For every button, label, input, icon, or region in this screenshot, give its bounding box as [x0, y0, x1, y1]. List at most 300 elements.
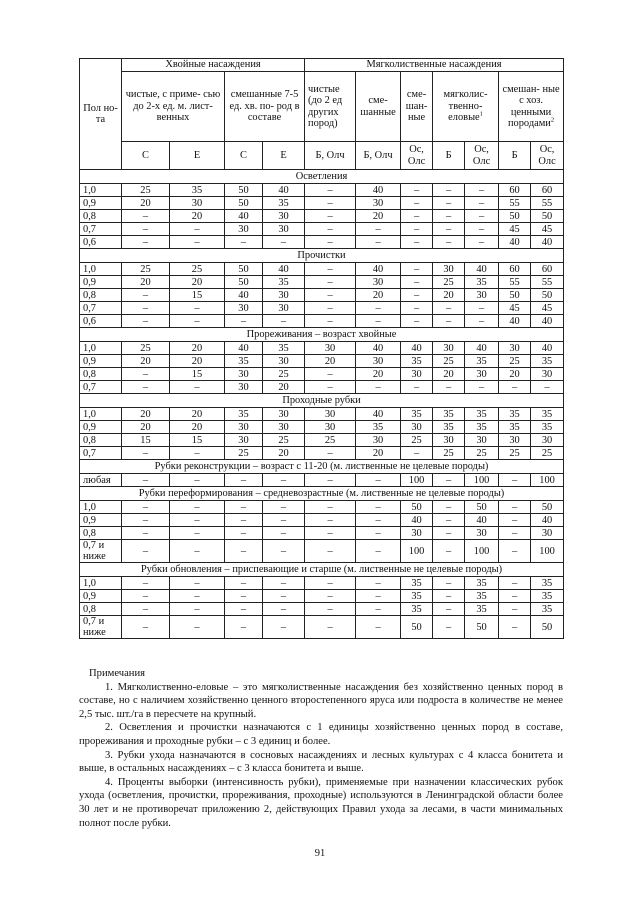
- value-cell: 35: [225, 355, 263, 368]
- value-cell: 50: [401, 501, 433, 514]
- value-cell: 100: [531, 474, 564, 487]
- value-cell: 35: [263, 276, 305, 289]
- value-cell: –: [356, 474, 401, 487]
- value-cell: –: [170, 236, 225, 249]
- value-cell: –: [263, 315, 305, 328]
- value-cell: 35: [499, 408, 531, 421]
- value-cell: –: [225, 603, 263, 616]
- value-cell: –: [499, 527, 531, 540]
- value-cell: –: [499, 590, 531, 603]
- value-cell: –: [225, 315, 263, 328]
- value-cell: 20: [356, 447, 401, 460]
- value-cell: –: [401, 276, 433, 289]
- value-cell: –: [305, 184, 356, 197]
- value-cell: –: [122, 590, 170, 603]
- value-cell: 20: [122, 408, 170, 421]
- section-title: Рубки переформирования – средневозрастные (м. лиственные не целевые породы): [80, 487, 564, 501]
- value-cell: –: [465, 197, 499, 210]
- value-cell: 20: [170, 276, 225, 289]
- value-cell: –: [401, 184, 433, 197]
- value-cell: 35: [401, 355, 433, 368]
- value-cell: 25: [122, 263, 170, 276]
- value-cell: –: [305, 527, 356, 540]
- value-cell: 45: [531, 223, 564, 236]
- value-cell: 40: [465, 514, 499, 527]
- value-cell: 30: [263, 355, 305, 368]
- value-cell: –: [170, 315, 225, 328]
- header-species-cell: С: [225, 142, 263, 170]
- table-row: [80, 210, 564, 223]
- value-cell: 20: [433, 368, 465, 381]
- value-cell: 40: [356, 263, 401, 276]
- value-cell: –: [170, 223, 225, 236]
- value-cell: 50: [225, 197, 263, 210]
- table-row: [80, 355, 564, 368]
- value-cell: –: [305, 603, 356, 616]
- value-cell: 20: [122, 197, 170, 210]
- section-row: [80, 394, 564, 408]
- value-cell: –: [356, 501, 401, 514]
- polnota-cell: 0,9: [80, 276, 122, 289]
- header-species-cell: Ос, Олс: [401, 142, 433, 170]
- value-cell: 60: [499, 184, 531, 197]
- value-cell: –: [122, 501, 170, 514]
- value-cell: –: [225, 236, 263, 249]
- header-species-cell: Б, Олч: [305, 142, 356, 170]
- value-cell: 30: [401, 421, 433, 434]
- value-cell: 30: [433, 342, 465, 355]
- value-cell: 30: [170, 197, 225, 210]
- header-deciduous-valuable: смешан- ные с хоз. ценными породами$^2$: [499, 72, 564, 142]
- table-row: [80, 381, 564, 394]
- value-cell: 40: [263, 263, 305, 276]
- header-species-cell: Б: [499, 142, 531, 170]
- value-cell: 15: [170, 434, 225, 447]
- value-cell: 35: [531, 408, 564, 421]
- value-cell: 30: [465, 434, 499, 447]
- value-cell: 30: [531, 527, 564, 540]
- value-cell: 30: [225, 381, 263, 394]
- value-cell: 30: [263, 421, 305, 434]
- value-cell: 30: [263, 302, 305, 315]
- value-cell: –: [122, 236, 170, 249]
- value-cell: –: [263, 474, 305, 487]
- value-cell: –: [263, 577, 305, 590]
- value-cell: –: [433, 474, 465, 487]
- value-cell: 25: [122, 342, 170, 355]
- header-conifer-mixed: смешанные 7-5 ед. хв. по- род в составе: [225, 72, 305, 142]
- table-row: [80, 501, 564, 514]
- value-cell: 20: [433, 289, 465, 302]
- value-cell: –: [225, 590, 263, 603]
- value-cell: 35: [401, 590, 433, 603]
- value-cell: 25: [433, 447, 465, 460]
- value-cell: –: [499, 381, 531, 394]
- value-cell: 55: [531, 276, 564, 289]
- value-cell: –: [122, 210, 170, 223]
- value-cell: –: [305, 302, 356, 315]
- polnota-cell: 1,0: [80, 577, 122, 590]
- value-cell: 20: [356, 368, 401, 381]
- value-cell: –: [401, 236, 433, 249]
- section-title: Проходные рубки: [80, 394, 564, 408]
- value-cell: 35: [263, 197, 305, 210]
- header-polnota: Пол но- та: [80, 59, 122, 170]
- value-cell: –: [433, 577, 465, 590]
- value-cell: 35: [531, 421, 564, 434]
- value-cell: 60: [531, 263, 564, 276]
- value-cell: 25: [465, 447, 499, 460]
- value-cell: 40: [263, 184, 305, 197]
- value-cell: 50: [531, 289, 564, 302]
- value-cell: 15: [170, 368, 225, 381]
- polnota-cell: 0,8: [80, 603, 122, 616]
- value-cell: 20: [170, 408, 225, 421]
- value-cell: 45: [531, 302, 564, 315]
- value-cell: 40: [356, 408, 401, 421]
- table-row: [80, 368, 564, 381]
- value-cell: –: [170, 474, 225, 487]
- value-cell: –: [170, 514, 225, 527]
- value-cell: 25: [499, 355, 531, 368]
- polnota-cell: 1,0: [80, 184, 122, 197]
- value-cell: –: [499, 577, 531, 590]
- value-cell: –: [122, 315, 170, 328]
- notes-block: [79, 667, 563, 830]
- value-cell: 35: [225, 408, 263, 421]
- value-cell: 30: [499, 342, 531, 355]
- table-row: [80, 527, 564, 540]
- polnota-cell: 0,7: [80, 381, 122, 394]
- section-row: [80, 563, 564, 577]
- value-cell: –: [433, 210, 465, 223]
- value-cell: 35: [401, 603, 433, 616]
- value-cell: 30: [263, 408, 305, 421]
- value-cell: –: [263, 590, 305, 603]
- value-cell: –: [170, 590, 225, 603]
- value-cell: –: [170, 616, 225, 639]
- value-cell: –: [122, 577, 170, 590]
- header-species-cell: С: [122, 142, 170, 170]
- value-cell: –: [122, 616, 170, 639]
- value-cell: 20: [356, 210, 401, 223]
- table-row: [80, 603, 564, 616]
- polnota-cell: 0,8: [80, 434, 122, 447]
- value-cell: –: [356, 315, 401, 328]
- header-deciduous-pure: чистые (до 2 ед других пород): [305, 72, 356, 142]
- value-cell: –: [401, 381, 433, 394]
- value-cell: 40: [401, 342, 433, 355]
- value-cell: 30: [225, 302, 263, 315]
- value-cell: –: [499, 603, 531, 616]
- value-cell: 30: [356, 434, 401, 447]
- value-cell: 100: [401, 474, 433, 487]
- value-cell: –: [305, 474, 356, 487]
- value-cell: 30: [356, 355, 401, 368]
- value-cell: –: [356, 590, 401, 603]
- thinning-intensity-table: [79, 58, 564, 639]
- value-cell: 55: [499, 197, 531, 210]
- value-cell: 20: [122, 276, 170, 289]
- polnota-cell: 0,7: [80, 302, 122, 315]
- value-cell: –: [433, 197, 465, 210]
- value-cell: –: [305, 276, 356, 289]
- value-cell: 25: [263, 368, 305, 381]
- value-cell: 45: [499, 223, 531, 236]
- section-row: [80, 328, 564, 342]
- value-cell: –: [170, 577, 225, 590]
- value-cell: 40: [465, 263, 499, 276]
- value-cell: 20: [263, 447, 305, 460]
- value-cell: 40: [499, 315, 531, 328]
- value-cell: –: [433, 603, 465, 616]
- value-cell: –: [356, 603, 401, 616]
- value-cell: –: [401, 197, 433, 210]
- value-cell: –: [263, 540, 305, 563]
- section-row: [80, 460, 564, 474]
- value-cell: –: [305, 590, 356, 603]
- value-cell: –: [465, 210, 499, 223]
- value-cell: –: [465, 184, 499, 197]
- value-cell: –: [170, 447, 225, 460]
- polnota-cell: любая: [80, 474, 122, 487]
- polnota-cell: 0,9: [80, 421, 122, 434]
- header-conifer-pure: чистые, с приме- сью до 2-х ед. м. лист- венных: [122, 72, 225, 142]
- value-cell: 30: [465, 368, 499, 381]
- value-cell: 35: [465, 590, 499, 603]
- value-cell: 30: [263, 210, 305, 223]
- note-4: 4. Проценты выборки (интенсивность рубки), применяемые при назначении классических рубок ухода (осветления, прочистки, прореживания, проходные) используются в Ленинградской области более 30 лет и не противоречат приложению 2, действующих Правил ухода за лесами, в части минимальных полнот после рубки.: [79, 776, 563, 829]
- header-species-cell: Б, Олч: [356, 142, 401, 170]
- section-title: Осветления: [80, 170, 564, 184]
- value-cell: –: [356, 527, 401, 540]
- value-cell: –: [122, 514, 170, 527]
- value-cell: –: [122, 368, 170, 381]
- header-species-cell: Е: [263, 142, 305, 170]
- value-cell: 40: [465, 342, 499, 355]
- value-cell: –: [401, 315, 433, 328]
- value-cell: 35: [531, 577, 564, 590]
- value-cell: –: [305, 381, 356, 394]
- section-title: Прореживания – возраст хвойные: [80, 328, 564, 342]
- table-row: [80, 342, 564, 355]
- polnota-cell: 0,9: [80, 514, 122, 527]
- value-cell: –: [499, 540, 531, 563]
- value-cell: –: [170, 302, 225, 315]
- value-cell: –: [263, 501, 305, 514]
- value-cell: 100: [401, 540, 433, 563]
- value-cell: 50: [499, 289, 531, 302]
- value-cell: 35: [356, 421, 401, 434]
- value-cell: –: [401, 263, 433, 276]
- value-cell: –: [225, 540, 263, 563]
- value-cell: 25: [305, 434, 356, 447]
- value-cell: 55: [531, 197, 564, 210]
- value-cell: 30: [401, 527, 433, 540]
- value-cell: 50: [531, 501, 564, 514]
- value-cell: –: [499, 514, 531, 527]
- table-row: [80, 616, 564, 639]
- value-cell: –: [531, 381, 564, 394]
- value-cell: 40: [225, 289, 263, 302]
- value-cell: 25: [225, 447, 263, 460]
- value-cell: 20: [356, 289, 401, 302]
- value-cell: –: [465, 236, 499, 249]
- value-cell: –: [465, 315, 499, 328]
- value-cell: 50: [225, 263, 263, 276]
- polnota-cell: 0,7: [80, 223, 122, 236]
- value-cell: –: [122, 603, 170, 616]
- header-species-cell: Ос, Олс: [531, 142, 564, 170]
- value-cell: 50: [225, 276, 263, 289]
- value-cell: –: [401, 447, 433, 460]
- value-cell: –: [356, 540, 401, 563]
- value-cell: 45: [499, 302, 531, 315]
- value-cell: –: [465, 381, 499, 394]
- value-cell: 50: [465, 501, 499, 514]
- value-cell: –: [465, 223, 499, 236]
- value-cell: 40: [225, 210, 263, 223]
- table-row: [80, 577, 564, 590]
- section-title: Рубки реконструкции – возраст с 11-20 (м. лиственные не целевые породы): [80, 460, 564, 474]
- value-cell: –: [305, 197, 356, 210]
- value-cell: –: [170, 501, 225, 514]
- value-cell: 20: [170, 210, 225, 223]
- value-cell: –: [263, 603, 305, 616]
- value-cell: –: [401, 210, 433, 223]
- value-cell: 30: [263, 289, 305, 302]
- header-conifer-group: Хвойные насаждения: [122, 59, 305, 72]
- value-cell: 100: [465, 540, 499, 563]
- value-cell: 60: [531, 184, 564, 197]
- value-cell: 30: [433, 434, 465, 447]
- value-cell: 40: [531, 315, 564, 328]
- value-cell: 35: [433, 421, 465, 434]
- page-number: 91: [314, 848, 326, 859]
- polnota-cell: 0,7: [80, 447, 122, 460]
- value-cell: 20: [263, 381, 305, 394]
- value-cell: –: [122, 447, 170, 460]
- value-cell: 30: [305, 421, 356, 434]
- polnota-cell: 0,9: [80, 197, 122, 210]
- table-row: [80, 315, 564, 328]
- polnota-cell: 0,6: [80, 315, 122, 328]
- section-title: Рубки обновления – приспевающие и старше (м. лиственные не целевые породы): [80, 563, 564, 577]
- value-cell: 25: [122, 184, 170, 197]
- polnota-cell: 0,7 и ниже: [80, 540, 122, 563]
- table-row: [80, 514, 564, 527]
- value-cell: 25: [531, 447, 564, 460]
- value-cell: 50: [225, 184, 263, 197]
- value-cell: –: [499, 501, 531, 514]
- value-cell: 35: [263, 342, 305, 355]
- value-cell: –: [305, 223, 356, 236]
- value-cell: –: [225, 501, 263, 514]
- value-cell: –: [263, 236, 305, 249]
- value-cell: –: [433, 315, 465, 328]
- note-3: 3. Рубки ухода назначаются в сосновых насаждениях и лесных культурах с 4 класса бонитета и выше, в остальных насаждениях – с 3 класса бонитета и выше.: [79, 749, 563, 775]
- value-cell: 20: [170, 421, 225, 434]
- value-cell: 35: [401, 577, 433, 590]
- value-cell: 25: [433, 355, 465, 368]
- value-cell: 50: [401, 616, 433, 639]
- value-cell: 40: [356, 184, 401, 197]
- value-cell: 20: [499, 368, 531, 381]
- value-cell: –: [305, 501, 356, 514]
- value-cell: 55: [499, 276, 531, 289]
- header-species-cell: Ос, Олс: [465, 142, 499, 170]
- value-cell: –: [499, 474, 531, 487]
- value-cell: 40: [531, 236, 564, 249]
- value-cell: 30: [531, 434, 564, 447]
- polnota-cell: 0,9: [80, 590, 122, 603]
- value-cell: –: [122, 527, 170, 540]
- header-species-cell: Е: [170, 142, 225, 170]
- value-cell: 20: [122, 421, 170, 434]
- value-cell: –: [225, 616, 263, 639]
- value-cell: –: [305, 263, 356, 276]
- value-cell: 30: [401, 368, 433, 381]
- value-cell: 25: [433, 276, 465, 289]
- value-cell: 35: [465, 603, 499, 616]
- table-row: [80, 421, 564, 434]
- table-row: [80, 408, 564, 421]
- polnota-cell: 1,0: [80, 408, 122, 421]
- value-cell: 30: [356, 197, 401, 210]
- value-cell: 35: [465, 408, 499, 421]
- value-cell: –: [433, 236, 465, 249]
- value-cell: –: [263, 616, 305, 639]
- value-cell: 30: [465, 289, 499, 302]
- value-cell: 35: [465, 421, 499, 434]
- value-cell: 35: [531, 603, 564, 616]
- polnota-cell: 0,6: [80, 236, 122, 249]
- value-cell: 30: [263, 223, 305, 236]
- value-cell: 40: [499, 236, 531, 249]
- value-cell: –: [122, 289, 170, 302]
- polnota-cell: 0,8: [80, 368, 122, 381]
- value-cell: 15: [122, 434, 170, 447]
- value-cell: 30: [225, 368, 263, 381]
- value-cell: –: [401, 289, 433, 302]
- value-cell: –: [433, 540, 465, 563]
- value-cell: 25: [263, 434, 305, 447]
- value-cell: –: [305, 514, 356, 527]
- value-cell: –: [433, 184, 465, 197]
- value-cell: 20: [122, 355, 170, 368]
- value-cell: –: [356, 302, 401, 315]
- value-cell: 25: [170, 263, 225, 276]
- value-cell: 35: [465, 276, 499, 289]
- value-cell: 30: [225, 434, 263, 447]
- value-cell: 35: [465, 577, 499, 590]
- polnota-cell: 1,0: [80, 501, 122, 514]
- value-cell: 35: [531, 590, 564, 603]
- value-cell: –: [305, 315, 356, 328]
- value-cell: –: [356, 616, 401, 639]
- value-cell: 50: [531, 616, 564, 639]
- value-cell: 35: [433, 408, 465, 421]
- value-cell: –: [356, 577, 401, 590]
- table-row: [80, 474, 564, 487]
- value-cell: 50: [499, 210, 531, 223]
- value-cell: –: [356, 381, 401, 394]
- section-title: Прочистки: [80, 249, 564, 263]
- value-cell: 30: [465, 527, 499, 540]
- table-row: [80, 302, 564, 315]
- value-cell: –: [465, 302, 499, 315]
- value-cell: –: [305, 577, 356, 590]
